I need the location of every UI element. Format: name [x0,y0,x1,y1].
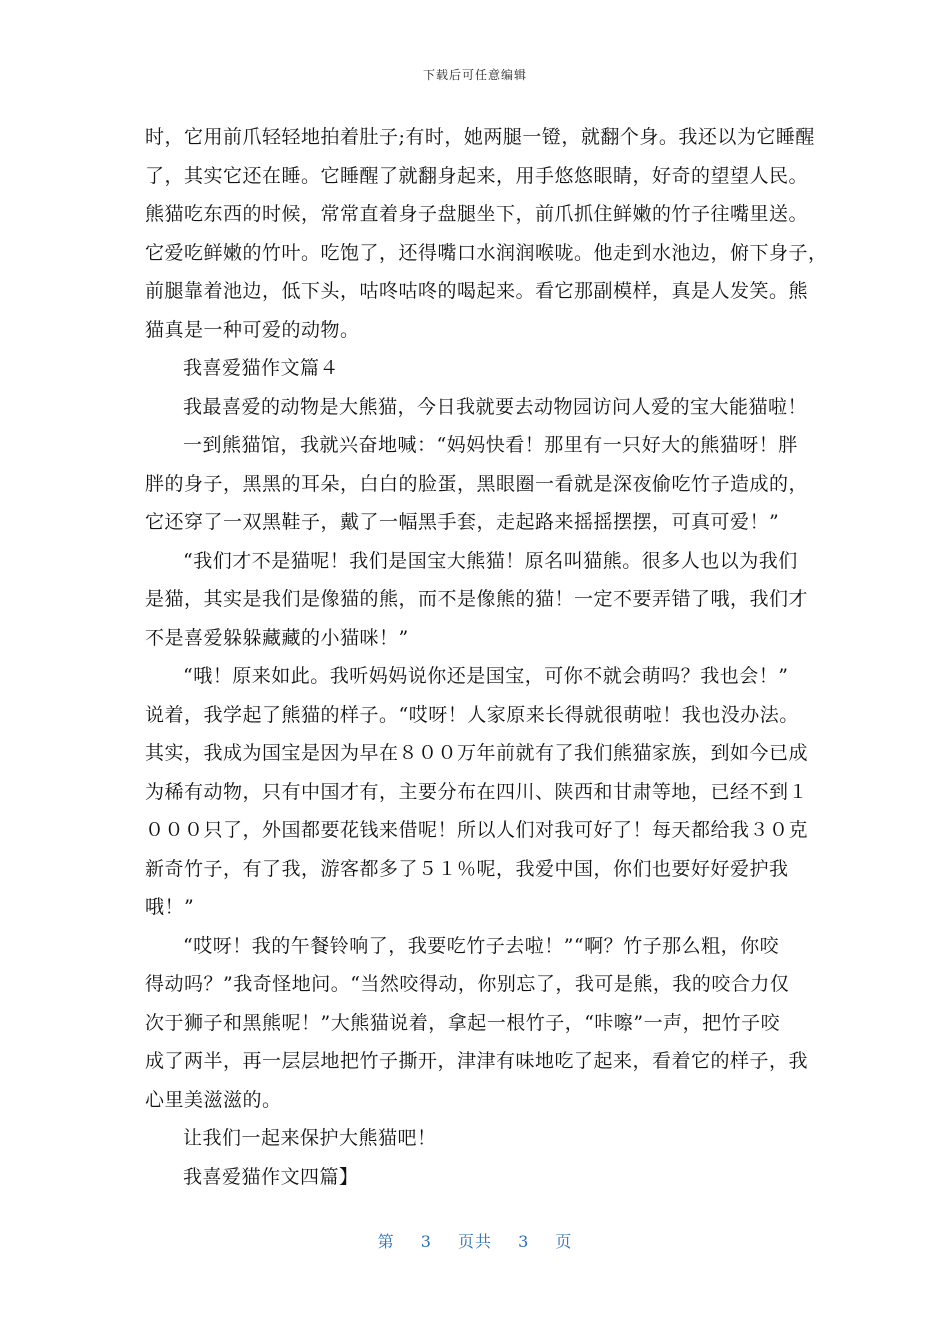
text-line: 是猫，其实是我们是像猫的熊，而不是像熊的猫！一定不要弄错了哦，我们才 [145,588,809,610]
text-line: 猫真是一种可爱的动物。 [145,318,360,341]
text-line: “哦！原来如此。我听妈妈说你还是国宝，可你不就会萌吗？我也会！” [183,665,789,687]
page-header [0,66,950,83]
text-line: 我最喜爱的动物是大熊猫，今日我就要去动物园访问人爱的宝大能猫啦！ [183,395,808,418]
text-line: 我喜爱猫作文篇４ [183,357,340,379]
text-line: 为稀有动物，只有中国才有，主要分布在四川、陕西和甘肃等地，已经不到１ [145,780,809,803]
text-line: 说着，我学起了熊猫的样子。“哎呀！人家原来长得就很萌啦！我也没办法。 [145,703,799,726]
text-line: 哦！” [145,896,195,918]
text-line: 熊猫吃东西的时候，常常直着身子盘腿坐下，前爪抓住鲜嫩的竹子往嘴里送。 [145,203,809,225]
text-line: 次于狮子和黑熊呢！”大熊猫说着，拿起一根竹子，“咔嚓”一声，把竹子咬 [145,1011,781,1034]
footer-page-total: 3 [518,1232,530,1251]
text-line: 胖的身子，黑黑的耳朵，白白的脸蛋，黑眼圈一看就是深夜偷吃竹子造成的， [145,472,809,495]
text-line: 让我们一起来保护大熊猫吧！ [183,1127,437,1149]
text-line: 其实，我成为国宝是因为早在８００万年前就有了我们熊猫家族，到如今已成 [145,742,809,764]
text-line: 得动吗？”我奇怪地问。“当然咬得动，你别忘了，我可是熊，我的咬合力仅 [145,973,790,995]
text-line: 新奇竹子，有了我，游客都多了５１％呢，我爱中国，你们也要好好爱护我 [145,857,789,880]
header-text: 下载后可任意编辑 [422,68,527,82]
text-line: 成了两半，再一层层地把竹子撕开，津津有味地吃了起来，看着它的样子，我 [145,1050,809,1072]
document-body [145,118,828,1196]
footer-page-number: 3 [420,1232,432,1251]
text-line: 它爱吃鲜嫩的竹叶。吃饱了，还得嘴口水润润喉咙。他走到水池边，俯下身子， [145,241,828,264]
text-line: 心里美滋滋的。 [145,1088,282,1111]
text-line: “我们才不是猫呢！我们是国宝大熊猫！原名叫猫熊。很多人也以为我们 [183,549,798,572]
page-footer [0,1229,950,1252]
footer-page-end: 页 [555,1232,573,1251]
text-line: 一到熊猫馆，我就兴奋地喊：“妈妈快看！那里有一只好大的熊猫呀！胖 [183,434,798,456]
text-line: ０００只了，外国都要花钱来借呢！所以人们对我可好了！每天都给我３０克 [145,819,809,841]
text-line: 不是喜爱躲躲藏藏的小猫咪！” [145,626,409,649]
text-line: 时，它用前爪轻轻地拍着肚子;有时，她两腿一镫，就翻个身。我还以为它睡醒 [145,126,815,148]
text-line: 了，其实它还在睡。它睡醒了就翻身起来，用手悠悠眼睛，好奇的望望人民。 [145,164,809,187]
footer-page-label: 第 [377,1232,395,1251]
text-line: 前腿靠着池边，低下头，咕咚咕咚的喝起来。看它那副模样，真是人发笑。熊 [145,280,809,302]
text-line: 我喜爱猫作文四篇】 [183,1165,359,1188]
text-line: “哎呀！我的午餐铃响了，我要吃竹子去啦！”“啊？竹子那么粗，你咬 [183,934,780,957]
footer-page-mid: 页共 [457,1232,492,1251]
text-line: 它还穿了一双黑鞋子，戴了一幅黑手套，走起路来摇摇摆摆，可真可爱！” [145,511,780,533]
